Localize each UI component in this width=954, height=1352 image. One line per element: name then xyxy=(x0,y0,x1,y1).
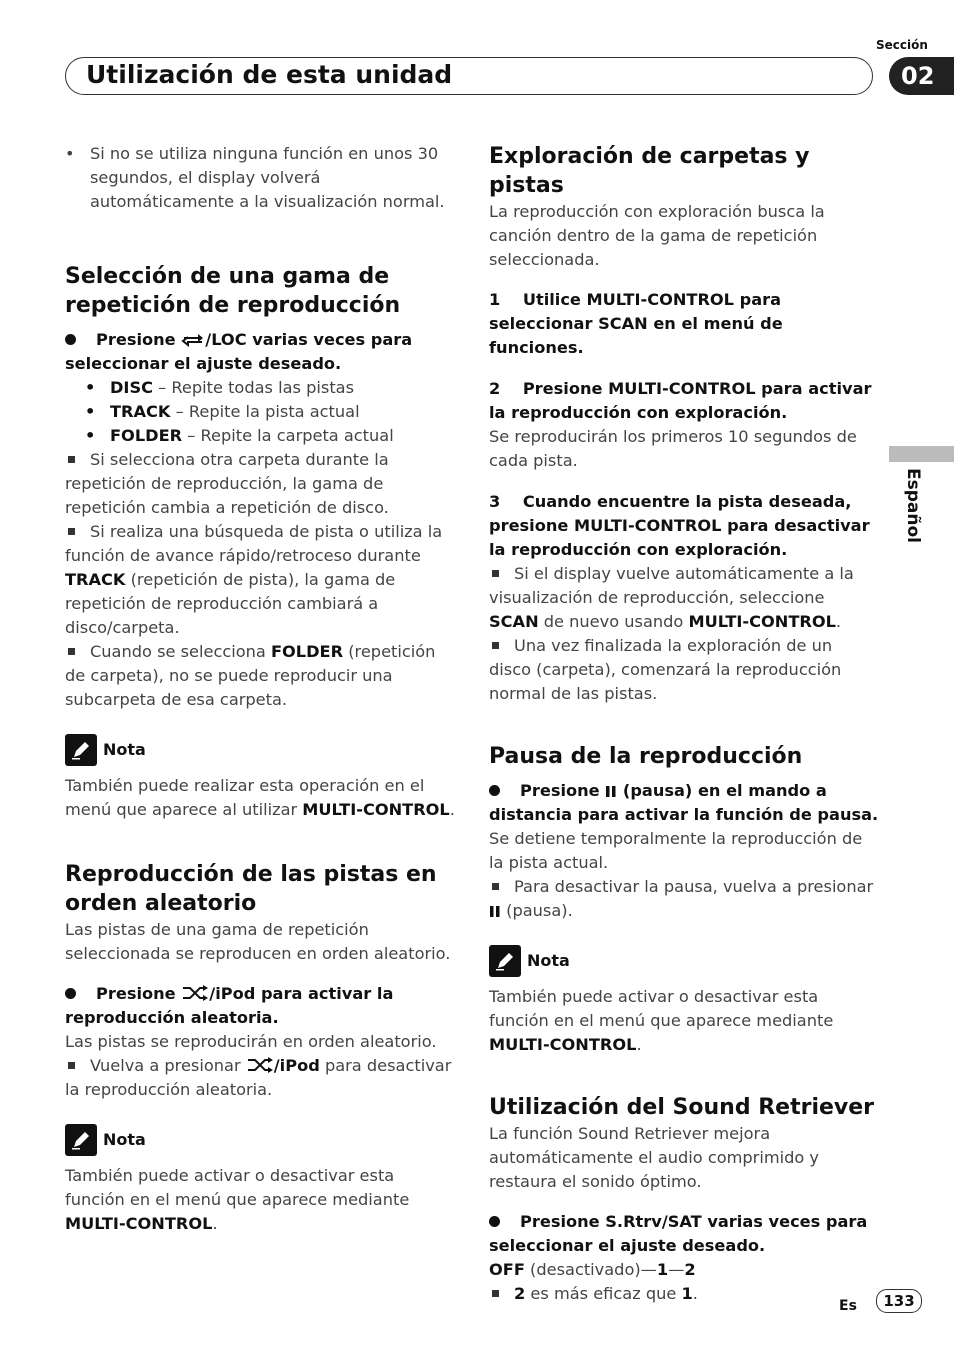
page-number: 133 xyxy=(876,1289,922,1313)
right-column xyxy=(489,142,879,1306)
bullet-dot-icon xyxy=(65,988,76,999)
shuffle-icon xyxy=(246,1057,274,1073)
step-3: 3 Cuando encuentre la pista deseada, presione MULTI-CONTROL para desactivar la reproducción con exploración. xyxy=(489,492,870,559)
left-column xyxy=(65,142,455,1236)
section-heading-scan: Exploración de carpetas y pistas xyxy=(489,144,810,198)
bullet-dot-icon xyxy=(489,785,500,796)
bullet-dot-icon xyxy=(489,1216,500,1227)
square-bullet-icon xyxy=(492,642,499,649)
section-number-badge: 02 xyxy=(889,57,954,95)
random-intro: Las pistas de una gama de repetición seleccionada se reproducen en orden aleatorio. xyxy=(65,920,451,963)
square-bullet-icon xyxy=(492,883,499,890)
note-repeat-3: Cuando se selecciona FOLDER (repetición de carpeta), no se puede reproducir una subcarpeta de esa carpeta. xyxy=(65,642,436,709)
note-scan-2: Una vez finalizada la exploración de un disco (carpeta), comenzará la reproducción normal de las pistas. xyxy=(489,636,842,703)
pencil-note-icon xyxy=(489,945,521,977)
nota-text: También puede activar o desactivar esta función en el menú que aparece mediante MULTI-CONTROL. xyxy=(65,1166,410,1233)
square-bullet-icon xyxy=(68,456,75,463)
pause-result: Se detiene temporalmente la reproducción de la pista actual. xyxy=(489,829,863,872)
note-repeat-1: Si selecciona otra carpeta durante la repetición de reproducción, la gama de repetición cambia a repetición de disco. xyxy=(65,450,389,517)
section-heading-repeat: Selección de una gama de repetición de reproducción xyxy=(65,264,401,318)
page-title: Utilización de esta unidad xyxy=(86,60,453,89)
nota-heading: Nota xyxy=(65,734,455,766)
random-result: Las pistas se reproducirán en orden aleatorio. xyxy=(65,1032,437,1051)
step-1: 1 Utilice MULTI-CONTROL para seleccionar SCAN en el menú de funciones. xyxy=(489,290,783,357)
pencil-note-icon xyxy=(65,1124,97,1156)
instruction-repeat: Presione /LOC varias veces para seleccionar el ajuste deseado. xyxy=(65,330,413,373)
bullet-dot-icon xyxy=(65,334,76,345)
square-bullet-icon xyxy=(68,528,75,535)
instruction-random: Presione /iPod para activar la reproducción aleatoria. xyxy=(65,984,394,1027)
nota-text: También puede realizar esta operación en el menú que aparece al utilizar MULTI-CONTROL. xyxy=(65,776,455,819)
pause-icon xyxy=(489,904,501,918)
repeat-icon xyxy=(181,331,205,347)
square-bullet-icon xyxy=(68,648,75,655)
instruction-sound-retriever: Presione S.Rtrv/SAT varias veces para seleccionar el ajuste deseado. xyxy=(489,1212,868,1255)
note-scan-1: Si el display vuelve automáticamente a la visualización de reproducción, seleccione SCAN de nuevo usando MULTI-CONTROL. xyxy=(489,564,854,631)
square-bullet-icon xyxy=(492,1290,499,1297)
sound-retriever-intro: La función Sound Retriever mejora automáticamente el audio comprimido y restaura el sonido óptimo. xyxy=(489,1124,819,1191)
scan-intro: La reproducción con exploración busca la canción dentro de la gama de repetición seleccionada. xyxy=(489,202,825,269)
pencil-note-icon xyxy=(65,734,97,766)
sound-retriever-options: OFF (desactivado)—1—2 xyxy=(489,1260,696,1279)
note-pause: Para desactivar la pausa, vuelva a presionar (pausa). xyxy=(489,875,879,923)
note-repeat-2: Si realiza una búsqueda de pista o utiliza la función de avance rápido/retroceso durante TRACK (repetición de pista), la gama de repetición de reproducción cambiará a disco/carpeta. xyxy=(65,522,443,637)
footer-language-code: Es xyxy=(839,1298,857,1314)
instruction-pause: Presione (pausa) en el mando a distancia para activar la función de pausa. xyxy=(489,781,879,824)
option-track: • TRACK – Repite la pista actual xyxy=(65,400,455,424)
option-disc: • DISC – Repite todas las pistas xyxy=(65,376,455,400)
header-bar xyxy=(65,57,873,95)
language-label: Español xyxy=(903,468,923,543)
section-heading-sound-retriever: Utilización del Sound Retriever xyxy=(489,1095,875,1120)
square-bullet-icon xyxy=(68,1062,75,1069)
shuffle-icon xyxy=(181,985,209,1001)
square-bullet-icon xyxy=(492,570,499,577)
step-2: 2 Presione MULTI-CONTROL para activar la reproducción con exploración. xyxy=(489,379,872,422)
nota-heading: Nota xyxy=(489,945,879,977)
note-random: Vuelva a presionar /iPod para desactivar la reproducción aleatoria. xyxy=(65,1056,452,1099)
section-heading-pause: Pausa de la reproducción xyxy=(489,744,803,769)
note-sound-retriever: 2 es más eficaz que 1. xyxy=(489,1282,879,1306)
section-heading-random: Reproducción de las pistas en orden aleatorio xyxy=(65,862,437,916)
nota-heading: Nota xyxy=(65,1124,455,1156)
pause-icon xyxy=(605,784,617,798)
language-tab xyxy=(889,446,954,462)
nota-text: También puede activar o desactivar esta función en el menú que aparece mediante MULTI-CONTROL. xyxy=(489,987,834,1054)
intro-bullet: • Si no se utiliza ninguna función en unos 30 segundos, el display volverá automáticamente a la visualización normal. xyxy=(65,142,455,214)
option-folder: • FOLDER – Repite la carpeta actual xyxy=(65,424,455,448)
step-2-result: Se reproducirán los primeros 10 segundos de cada pista. xyxy=(489,427,857,470)
section-label: Sección xyxy=(876,38,928,52)
